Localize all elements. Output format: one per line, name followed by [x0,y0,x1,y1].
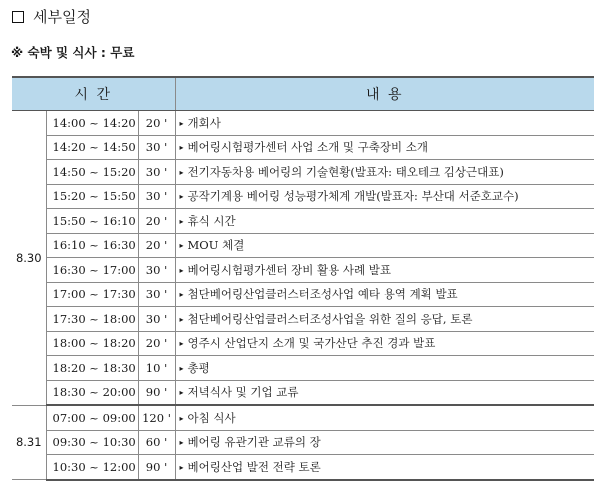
time-cell: 14:00 ~ 14:20 [46,111,138,136]
duration-cell: 30 ' [138,135,175,160]
table-row [12,455,594,480]
table-row [12,331,594,356]
duration-cell: 20 ' [138,209,175,234]
content-cell [175,307,594,332]
content-cell [175,405,594,430]
agenda-item-text: 베어링산업 발전 전략 토론 [187,459,321,474]
time-cell: 14:20 ~ 14:50 [46,135,138,160]
date-cell: 8.31 [12,405,46,480]
content-cell [175,160,594,185]
checkbox-icon [12,11,24,23]
header-time: 시 간 [12,77,175,111]
time-cell: 18:00 ~ 18:20 [46,331,138,356]
content-cell [175,111,594,136]
agenda-item-text: 휴식 시간 [187,213,236,228]
duration-cell: 30 ' [138,258,175,283]
table-row [12,160,594,185]
agenda-item-text: 첨단베어링산업클러스터조성사업을 위한 질의 응답, 토론 [187,311,473,326]
agenda-item-text: MOU 체결 [187,238,245,253]
time-cell: 18:30 ~ 20:00 [46,380,138,405]
content-cell [175,184,594,209]
duration-cell: 30 ' [138,184,175,209]
table-row [12,111,594,136]
time-cell: 18:20 ~ 18:30 [46,356,138,381]
triangle-bullet-icon: ▸ [179,143,184,153]
time-cell: 16:10 ~ 16:30 [46,233,138,258]
time-cell: 10:30 ~ 12:00 [46,455,138,480]
table-row [12,233,594,258]
content-cell [175,233,594,258]
header-content: 내 용 [175,77,594,111]
content-cell [175,380,594,405]
table-row [12,209,594,234]
agenda-item-text: 베어링시험평가센터 장비 활용 사례 발표 [187,262,392,277]
table-row [12,380,594,405]
triangle-bullet-icon: ▸ [179,363,184,373]
triangle-bullet-icon: ▸ [179,265,184,275]
triangle-bullet-icon: ▸ [179,314,184,324]
triangle-bullet-icon: ▸ [179,167,184,177]
time-cell: 17:30 ~ 18:00 [46,307,138,332]
agenda-item-text: 공작기계용 베어링 성능평가체계 개발(발표자: 부산대 서준호교수) [187,189,519,204]
duration-cell: 20 ' [138,331,175,356]
content-cell [175,282,594,307]
table-row [12,135,594,160]
time-cell: 17:00 ~ 17:30 [46,282,138,307]
section-title [12,6,91,27]
content-cell [175,455,594,480]
triangle-bullet-icon: ▸ [179,192,184,202]
agenda-item-text: 개회사 [187,115,221,130]
table-row [12,307,594,332]
table-row [12,282,594,307]
content-cell [175,430,594,455]
table-header-row [12,77,594,111]
content-cell [175,331,594,356]
duration-cell: 10 ' [138,356,175,381]
agenda-item-text: 영주시 산업단지 소개 및 국가산단 추진 경과 발표 [187,336,436,351]
duration-cell: 20 ' [138,233,175,258]
agenda-item-text: 아침 식사 [187,410,236,425]
content-cell [175,356,594,381]
triangle-bullet-icon: ▸ [179,118,184,128]
duration-cell: 30 ' [138,307,175,332]
time-cell: 15:20 ~ 15:50 [46,184,138,209]
triangle-bullet-icon: ▸ [179,339,184,349]
schedule-table [12,76,594,481]
triangle-bullet-icon: ▸ [179,388,184,398]
schedule-body [12,111,594,480]
time-cell: 09:30 ~ 10:30 [46,430,138,455]
triangle-bullet-icon: ▸ [179,438,184,448]
duration-cell: 90 ' [138,380,175,405]
agenda-item-text: 첨단베어링산업클러스터조성사업 예타 용역 계획 발표 [187,287,458,302]
table-row [12,430,594,455]
agenda-item-text: 베어링 유관기관 교류의 장 [187,435,321,450]
duration-cell: 60 ' [138,430,175,455]
duration-cell: 90 ' [138,455,175,480]
lodging-meal-note: ※ 숙박 및 식사 : 무료 [11,45,135,60]
time-cell: 16:30 ~ 17:00 [46,258,138,283]
duration-cell: 20 ' [138,111,175,136]
table-row [12,184,594,209]
table-row [12,258,594,283]
time-cell: 15:50 ~ 16:10 [46,209,138,234]
section-title-text: 세부일정 [33,8,91,26]
table-row [12,356,594,381]
triangle-bullet-icon: ▸ [179,413,184,423]
agenda-item-text: 총평 [187,360,210,375]
triangle-bullet-icon: ▸ [179,241,184,251]
duration-cell: 30 ' [138,282,175,307]
triangle-bullet-icon: ▸ [179,216,184,226]
triangle-bullet-icon: ▸ [179,290,184,300]
agenda-item-text: 저녁식사 및 기업 교류 [187,385,299,400]
agenda-item-text: 전기자동차용 베어링의 기술현황(발표자: 태오테크 김상근대표) [187,164,504,179]
duration-cell: 120 ' [138,405,175,430]
agenda-item-text: 베어링시험평가센터 사업 소개 및 구축장비 소개 [187,140,428,155]
date-cell: 8.30 [12,111,46,406]
triangle-bullet-icon: ▸ [179,462,184,472]
duration-cell: 30 ' [138,160,175,185]
content-cell [175,209,594,234]
time-cell: 14:50 ~ 15:20 [46,160,138,185]
content-cell [175,258,594,283]
time-cell: 07:00 ~ 09:00 [46,405,138,430]
content-cell [175,135,594,160]
table-row [12,405,594,430]
